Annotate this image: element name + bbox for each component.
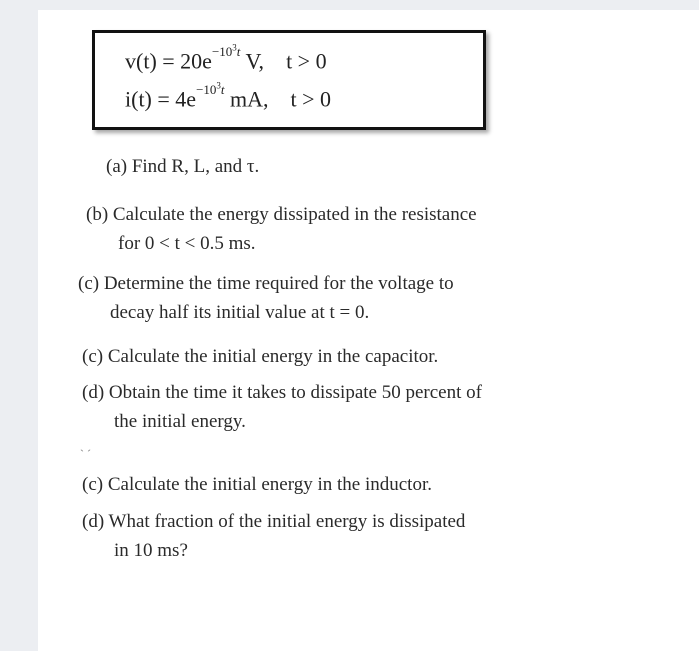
question-d-fraction-dissipated: (d) What fraction of the initial energy is dissipated in 10 ms? — [82, 511, 466, 561]
voltage-exponent: −103t — [211, 43, 241, 60]
voltage-unit: V, — [240, 48, 265, 74]
question-d-dissipate-50-percent: (d) Obtain the time it takes to dissipate 50 percent of the initial energy. — [82, 382, 482, 432]
question-c-capacitor-energy: (c) Calculate the initial energy in the capacitor. — [82, 346, 439, 367]
current-condition: t > 0 — [290, 86, 332, 112]
current-equation — [125, 81, 332, 113]
equation-box — [92, 30, 486, 130]
question-a-find-rl-tau: (a) Find R, L, and τ. — [106, 156, 260, 177]
question-c-inductor-energy: (c) Calculate the initial energy in the inductor. — [82, 474, 432, 495]
voltage-condition: t > 0 — [286, 48, 327, 74]
document-page — [38, 10, 699, 651]
current-exponent: −103t — [196, 81, 225, 98]
question-b-energy-resistance: (b) Calculate the energy dissipated in the resistance for 0 < t < 0.5 ms. — [86, 204, 477, 254]
scan-artifact-mark: ˋ ˊ — [80, 447, 91, 461]
current-unit: mA, — [224, 86, 269, 112]
current-lhs: i(t) = 4e — [125, 86, 197, 112]
voltage-lhs: v(t) = 20e — [125, 48, 212, 74]
question-c-decay-time: (c) Determine the time required for the voltage to decay half its initial value at t = 0. — [78, 273, 454, 323]
voltage-equation — [125, 43, 327, 75]
